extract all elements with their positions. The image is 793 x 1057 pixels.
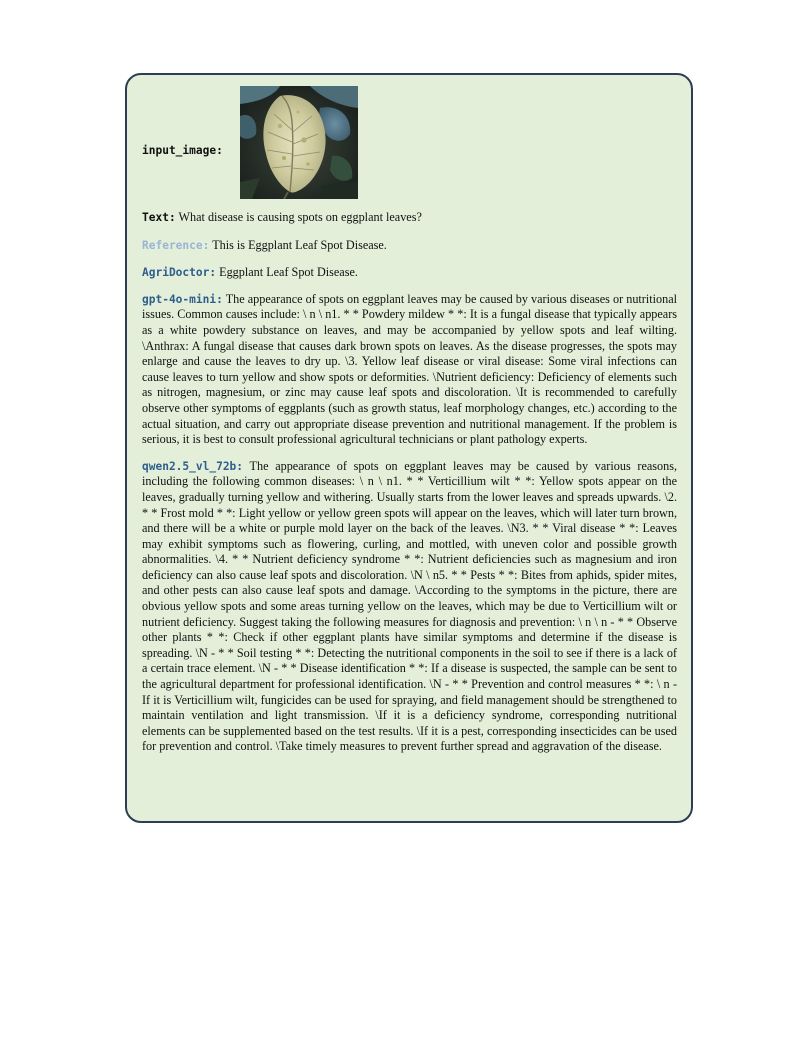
qwen-label: qwen2.5_vl_72b: <box>142 459 244 473</box>
gpt4o-mini-value: The appearance of spots on eggplant leaves may be caused by various diseases or nutritional issues. Common causes include: \ n \ n1. * * Powdery mildew * *: It is a fungal disease that typically appears as a white powdery substance on leaves, and may be accompanied by yellow spots and leaf wilting. \Anthrax: A fungal disease that causes dark brown spots on leaves. As the disease progresses, the spots may enlarge and cause the leaves to dry up. \3. Yellow leaf disease or viral disease: Some viral infections can cause leaves to turn yellow and show spots or deformities. \Nutrient deficiency: Deficiency of elements such as nitrogen, magnesium, or zinc may cause leaf spots and discoloration. \It is recommended to carefully observe other symptoms of eggplants (such as growth status, leaf morphology changes, etc.) according to the actual situation, and carry out appropriate disease prevention and nutritional management. If the problem is serious, it is best to consult professional agricultural technicians or plant pathology experts. <box>142 291 678 447</box>
example-card <box>125 73 693 823</box>
agridoctor-label: AgriDoctor: <box>142 266 217 280</box>
text-label: Text: <box>142 211 176 224</box>
reference-answer <box>142 238 677 254</box>
input-image-label: input_image: <box>142 143 223 157</box>
text-value: What disease is causing spots on eggplant leaves? <box>178 210 422 224</box>
reference-value: This is Eggplant Leaf Spot Disease. <box>212 237 387 252</box>
agridoctor-value: Eggplant Leaf Spot Disease. <box>219 265 358 280</box>
input-image-row <box>142 85 677 199</box>
eggplant-leaf-image <box>240 86 358 199</box>
agridoctor-answer <box>142 265 677 281</box>
reference-label: Reference: <box>142 238 210 252</box>
question-text <box>142 210 677 226</box>
qwen-answer <box>142 459 677 755</box>
qwen-value: The appearance of spots on eggplant leaves may be caused by various reasons, including the following common diseases: \ n \ n1. * * Verticillium wilt * *: Yellow spots appear on the leaves, gradually turning yellow and withering. Usually starts from the lower leaves and spreads upwards. \2. * * Frost mold * *: Light yellow or yellow green spots will appear on the leaves, which will later turn brown, and there will be a white or purple mold layer on the back of the leaves. \N3. * * Viral disease * *: Leaves may exhibit symptoms such as flowering, curling, and mottled, with uneven color and possible growth abnormalities. \4. * * Nutrient deficiency syndrome * *: Nutrient deficiencies such as magnesium and iron deficiency can also cause leaf spots and discoloration. \N \ n5. * * Pests * *: Bites from aphids, spider mites, and other pests can also cause leaf spots and damage. \According to the symptoms in the picture, there are obvious yellow spots and some areas turning yellow on the leaves, which may be due to Verticillium wilt or nutrient deficiency. Suggest taking the following measures for diagnosis and prevention: \ n \ n - * * Observe other plants * *: Check if other eggplant plants have similar symptoms and determine if the disease is spreading. \N - * * Soil testing * *: Detecting the nutritional components in the soil to see if there is a lack of a certain trace element. \N - * * Disease identification * *: If a disease is suspected, the sample can be sent to the agricultural department for professional identification. \N - * * Prevention and control measures * *: \ n - If it is Verticillium wilt, fungicides can be used for spraying, and field management should be strengthened to maintain ventilation and light transmission. \If it is a deficiency syndrome, corresponding nutritional elements can be supplemented based on the test results. \If it is a pest, corresponding insecticides can be used for prevention and control. \Take timely measures to prevent further spread and aggravation of the disease. <box>142 458 677 754</box>
gpt4o-mini-label: gpt-4o-mini: <box>142 292 223 306</box>
gpt4o-mini-answer <box>142 292 677 448</box>
